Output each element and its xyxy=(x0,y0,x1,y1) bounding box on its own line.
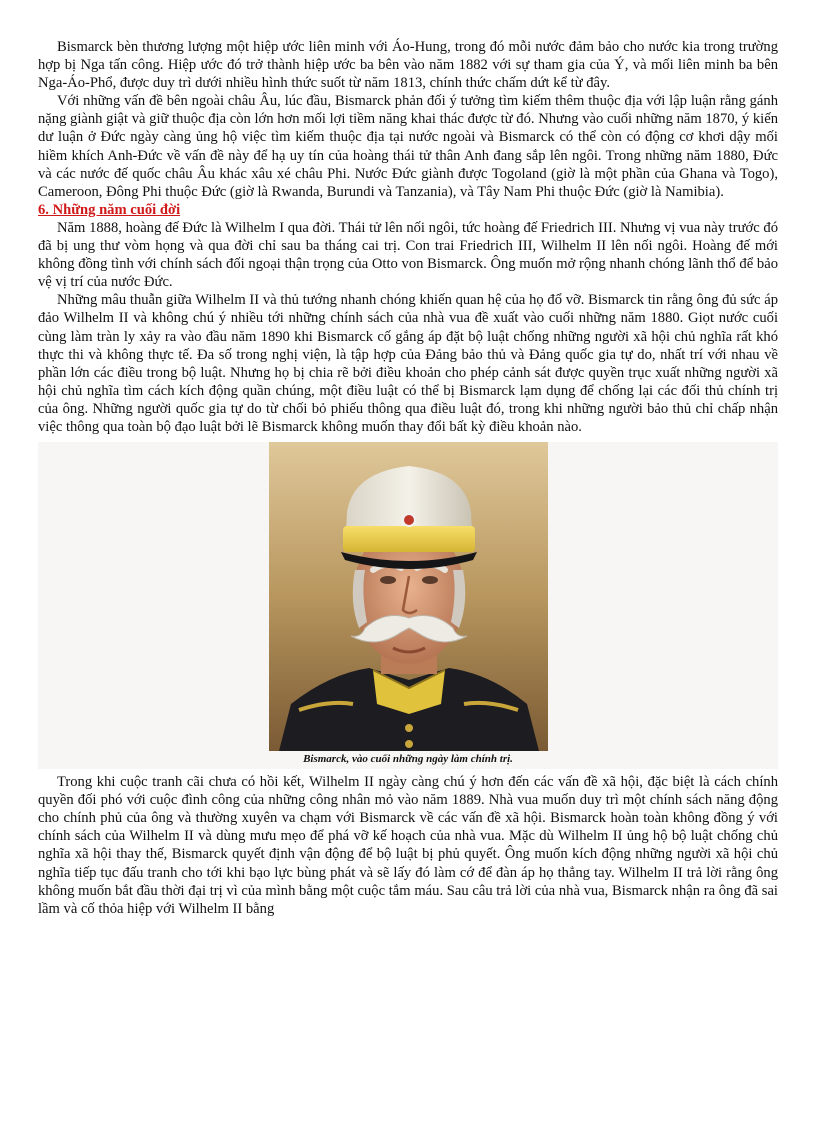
paragraph-social-issues: Trong khi cuộc tranh cãi chưa có hồi kết, Wilhelm II ngày càng chú ý hơn đến các vấn đề xã hội, đặc biệt là cách chính quyền đối phó với cuộc đình công của những công nhân mỏ vào năm 1889. Nhà vua muốn duy trì một chính sách năng động cho chính phủ của ông và thường xuyên va chạm với Bismarck về các vấn đề xã hội. Bismarck hoàn toàn không đồng ý với chính sách của Wilhelm II và dùng mưu mẹo để phá vỡ kế hoạch của nhà vua. Mặc dù Wilhelm II ủng hộ bộ luật chống chủ nghĩa xã hội thay thế, Bismarck quyết định vận động để bộ luật bị phủ quyết. Ông muốn kích động những người xã hội chủ nghĩa tiếp tục đấu tranh cho tới khi bạo lực bùng phát và sẽ lấy đó làm cớ để đàn áp họ thẳng tay. Wilhelm II trả lời rằng ông không muốn bắt đầu thời đại trị vì của mình bằng một cuộc tắm máu. Sau câu trả lời của nhà vua, Bismarck nhận ra ông đã sai lầm và cố thỏa hiệp với Wilhelm II bằng xyxy=(38,774,778,917)
paragraph-colonies: Với những vấn đề bên ngoài châu Âu, lúc đầu, Bismarck phản đối ý tưởng tìm kiếm thêm thuộc địa với lập luận rằng gánh nặng giành giật và giữ thuộc địa còn lớn hơn mối lợi tiềm năng khai thác được từ đó. Nhưng vào cuối những năm 1870, ý kiến dư luận ở Đức ngày càng ủng hộ việc tìm kiếm thuộc địa tại nước ngoài và Bismarck có thể còn có động cơ khơi dậy mối hiềm khích Anh-Đức về vấn đề này để hạ uy tín của hoàng thái tử thân Anh đang sắp lên ngôi. Trong những năm 1880, Đức và các nước đế quốc châu Âu khác xâu xé châu Phi. Nước Đức giành được Togoland (giờ là một phần của Ghana và Togo), Cameroon, Đông Phi thuộc Đức (giờ là Rwanda, Burundi và Tanzania), và Tây Nam Phi thuộc Đức (giờ là Namibia). xyxy=(38,93,778,200)
paragraph-conflict: Những mâu thuẫn giữa Wilhelm II và thủ tướng nhanh chóng khiến quan hệ của họ đổ vỡ. Bismarck tin rằng ông đủ sức áp đảo Wilhelm II và không chú ý nhiều tới những chính sách của nhà vua đề xuất vào cuối những năm 1880. Giọt nước cuối cùng làm tràn ly xảy ra vào đầu năm 1890 khi Bismarck cố gắng áp đặt bộ luật chống những người xã hội chủ nghĩa rất khó thực thi và không thực tế. Đa số trong nghị viện, là tập hợp của Đảng bảo thủ và Đảng quốc gia tự do, nhất trí với nhau về phần lớn các điều trong bộ luật. Nhưng họ bị chia rẽ bởi điều khoản cho phép cảnh sát được quyền trục xuất những người xã hội chủ nghĩa tìm cách kích động quần chúng, một điều luật có thể bị Bismarck lạm dụng để chống lại các đối thủ chính trị của ông. Những người quốc gia tự do từ chối bỏ phiếu thông qua điều luật đó, trong khi những người bảo thủ chỉ chấp nhận việc thông qua toàn bộ đạo luật bởi lẽ Bismarck không muốn thay đổi bất kỳ điều khoản nào. xyxy=(38,292,778,435)
paragraph-wilhelm-succession: Năm 1888, hoàng đế Đức là Wilhelm I qua đời. Thái tử lên nối ngôi, tức hoàng đế Friedrich III. Nhưng vị vua này trước đó đã bị ung thư vòm họng và qua đời chỉ sau ba tháng cai trị. Con trai Friedrich III, Wilhelm II lên nối ngôi. Hoàng đế mới không đồng tình với chính sách đối ngoại thận trọng của Otto von Bismarck. Ông muốn mở rộng nhanh chóng lãnh thổ để bảo vệ vị trí của nước Đức. xyxy=(38,219,778,291)
paragraph-alliance: Bismarck bèn thương lượng một hiệp ước liên minh với Áo-Hung, trong đó mỗi nước đảm bảo cho nước kia trong trường hợp bị Nga tấn công. Hiệp ước đó trở thành hiệp ước ba bên vào năm 1882 với sự tham gia của Ý, và mối liên minh ba bên Nga-Áo-Phổ, được duy trì dưới nhiều hình thức suốt từ năm 1813, chính thức chấm dứt kể từ đây. xyxy=(38,39,778,92)
figure-caption: Bismarck, vào cuối những ngày làm chính trị. xyxy=(303,753,513,766)
section-heading: 6. Những năm cuối đời xyxy=(38,201,181,218)
portrait-photo-icon xyxy=(269,442,548,751)
figure-bismarck xyxy=(38,442,778,769)
document-page xyxy=(38,38,778,918)
